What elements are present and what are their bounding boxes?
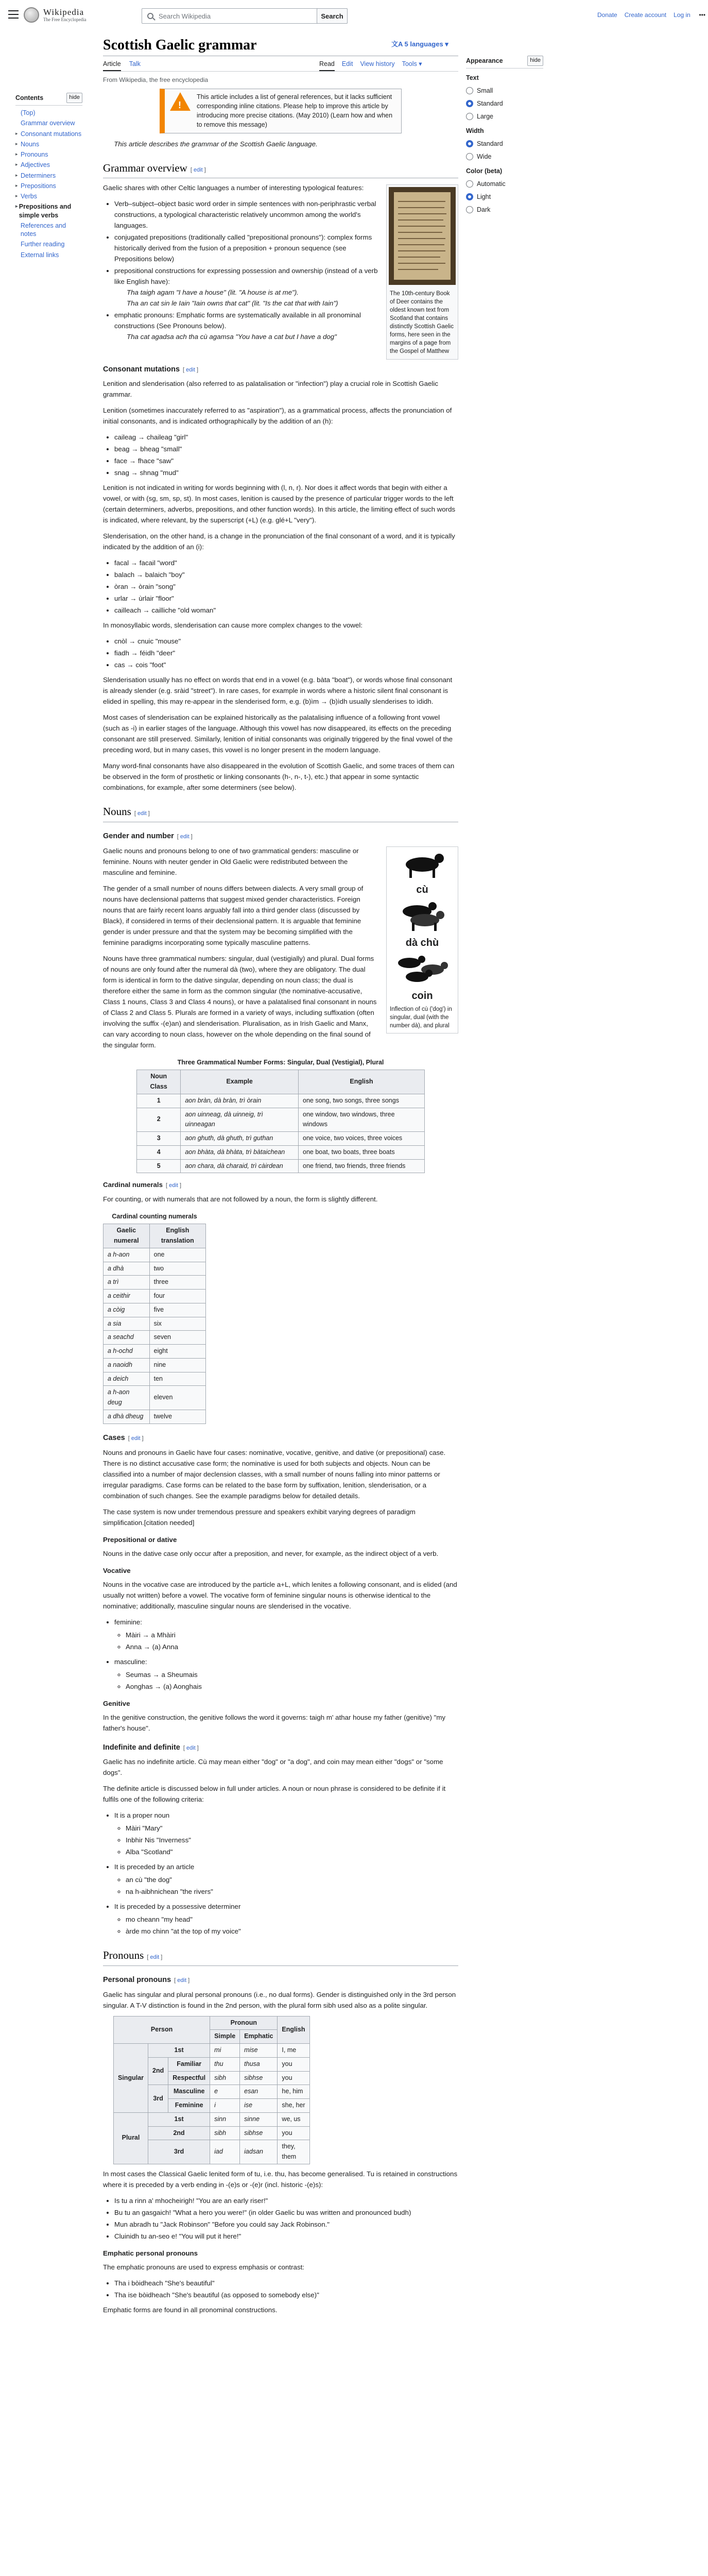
color-label: Color (beta) xyxy=(466,167,503,175)
table-row: a h-aon deug eleven xyxy=(103,1386,206,1410)
list-item: • caileag → chaileag "girl" xyxy=(114,432,458,443)
radio-selected-icon xyxy=(466,100,473,107)
text-small-option[interactable]: Small xyxy=(466,86,543,96)
chevron-right-icon: ▸ xyxy=(15,172,18,178)
toc-item-further-reading[interactable]: Further reading xyxy=(21,241,65,248)
paragraph: Most cases of slenderisation can be explained historically as the palatalising influence of a following front vowel (such as -i) in earlier stages of the language. Although this vowel has now disappeared, its effects on the preceding consonant are still preserved. Similarly, lenition of initial consonants was originally triggered by the final vowel of the preceding word, but in many cases, this vowel is no longer present in the modern language. xyxy=(103,714,453,754)
search-icon xyxy=(147,13,153,19)
example: Tha an cat sin le Iain "Iain owns that cat" (lit. "Is the cat that with Iain") xyxy=(127,299,338,307)
chevron-right-icon: ▸ xyxy=(15,141,18,146)
cardinal-table xyxy=(103,1210,206,1424)
toc-item-adjectives[interactable]: ▸ Adjectives xyxy=(15,161,50,169)
dog-inflection-figure xyxy=(386,846,458,1034)
paragraph: The gender of a small number of nouns differs between dialects. A very small group of nouns have declensional patterns that suggest mixed gender characteristics. Foreign nouns that are fairly recent loans arguably fall into a third gender class (discussed by Black), if considered in terms of their declensional pattern. It is arguable that feminine gender is under pressure and that the system may be becoming simplified with the feminine paradigms incorporating some typically masculine patterns. xyxy=(103,884,364,946)
personal-pronouns-table xyxy=(113,2016,310,2164)
tab-view-history[interactable]: View history xyxy=(360,60,395,67)
list-item: • feminine: ◦ Màiri → a Mhàiri ◦ Anna → (a) Anna xyxy=(114,1617,458,1652)
width-standard-option[interactable]: Standard xyxy=(466,139,543,149)
width-wide-option[interactable]: Wide xyxy=(466,151,543,162)
tab-read[interactable]: Read xyxy=(319,59,335,71)
book-of-deer-image[interactable] xyxy=(389,187,456,285)
section-heading-emphatic: Emphatic personal pronouns xyxy=(103,2249,198,2257)
table-row: 3rd Masculine e esan he, him xyxy=(114,2085,310,2099)
example-list xyxy=(114,2278,458,2300)
radio-icon xyxy=(466,87,473,94)
edit-link[interactable]: edit xyxy=(186,366,195,373)
table-row: Singular 1st mi mise I, me xyxy=(114,2044,310,2058)
table-row: 1 aon bràn, dà bràn, trì òrain one song, two songs, three songs xyxy=(137,1094,425,1108)
dual-word: dà chù xyxy=(405,937,439,948)
edit-link[interactable]: edit xyxy=(131,1435,141,1442)
table-row: 2nd sibh sibhse you xyxy=(114,2126,310,2140)
section-heading-gender: Gender and number [ edit ] xyxy=(103,832,193,840)
table-of-contents xyxy=(15,93,82,261)
column-header: Gaelic numeral xyxy=(103,1224,150,1248)
radio-icon xyxy=(466,180,473,188)
text-standard-option[interactable]: Standard xyxy=(466,98,543,109)
example: Tha taigh agam "I have a house" (lit. "A house is at me"). xyxy=(127,288,299,296)
section-heading-indefinite: Indefinite and definite [ edit ] xyxy=(103,1743,199,1752)
paragraph: In most cases the Classical Gaelic lenited form of tu, i.e. thu, has become generalised. Tu is retained in constructions where it is preceded by a verb ending in -(e)s or -(e)r (incl. historic -(e)s): xyxy=(103,2170,458,2189)
tab-article[interactable]: Article xyxy=(103,59,121,71)
table-row: a sia six xyxy=(103,1317,206,1331)
column-header: Emphatic xyxy=(240,2030,278,2044)
many-dogs-icon xyxy=(389,950,456,986)
paragraph: The case system is now under tremendous pressure and speakers exhibit varying degrees of paradigm simplification.[citation needed] xyxy=(103,1507,416,1527)
tab-tools[interactable]: Tools ▾ xyxy=(402,60,422,67)
color-dark-option[interactable]: Dark xyxy=(466,205,543,215)
wikipedia-logo[interactable] xyxy=(24,7,86,23)
toc-item-consonant-mutations[interactable]: ▸ Consonant mutations xyxy=(15,130,82,138)
tab-edit[interactable]: Edit xyxy=(341,60,353,67)
appearance-heading: Appearance xyxy=(466,57,503,64)
radio-selected-icon xyxy=(466,193,473,200)
page-title: Scottish Gaelic grammar xyxy=(103,37,257,53)
donate-link[interactable]: Donate xyxy=(597,11,617,19)
article-content xyxy=(103,89,458,2320)
chevron-right-icon: ▸ xyxy=(15,204,18,209)
table-caption: Three Grammatical Number Forms: Singular, Dual (Vestigial), Plural xyxy=(177,1058,384,1066)
section-heading-personal-pronouns: Personal pronouns [ edit ] xyxy=(103,1975,190,1984)
edit-link[interactable]: edit xyxy=(193,166,203,173)
toc-item-prepositions[interactable]: ▸ Prepositions xyxy=(15,182,56,190)
list-item: • Verb–subject–object basic word order in simple sentences with non-periphrastic verbal constructions, a typological characteristic relatively uncommon among the world's languages. xyxy=(114,198,458,231)
table-row: 5 aon chara, dà charaid, trì càirdean one friend, two friends, three friends xyxy=(137,1159,425,1173)
overview-intro: Gaelic shares with other Celtic languages a number of interesting typological features: xyxy=(103,183,364,192)
list-item: • Bu tu an gasgaich! "What a hero you were!" (in older Gaelic bu was written and pronounced budh) xyxy=(114,2207,458,2218)
paragraph: Nouns in the dative case only occur after a preposition, and never, for example, as the indirect object of a verb. xyxy=(103,1549,439,1557)
column-header: Example xyxy=(181,1070,299,1094)
paragraph: Gaelic has no indefinite article. Cù may mean either "dog" or "a dog", and coin may mean either "dogs" or "some dogs". xyxy=(103,1758,443,1777)
section-heading-pronouns: Pronouns [ edit ] xyxy=(103,1947,458,1965)
appearance-hide-button[interactable]: hide xyxy=(527,56,543,66)
example-list xyxy=(114,636,458,670)
radio-icon xyxy=(466,113,473,120)
table-row: a trì three xyxy=(103,1276,206,1290)
chevron-right-icon: ▸ xyxy=(15,193,18,198)
column-header: English xyxy=(299,1070,425,1094)
radio-icon xyxy=(466,206,473,213)
toc-item-verbs[interactable]: ▸ Verbs xyxy=(15,193,37,200)
paragraph: Nouns have three grammatical numbers: singular, dual (vestigially) and plural. Dual forms of nouns are only found after the numeral dà (two), where they are obligatory. The dual form is identical in form to the dative singular, depending on noun class; the dual is therefore either the same in form as the common singular (the nominative-accusative, Class 1 nouns, Class 3 and Class 4 nouns), or have a palatalised final consonant in nouns of Class 2 and Class 5. Plurals are formed in a variety of ways, including suffixation (often involving the suffix -(e)an) and slenderisation. Pluralisation, as in Irish Gaelic and Manx, can vary according to noun class, however on the whole depending on the final sound of the singular form. xyxy=(103,954,377,1049)
list-item: • emphatic pronouns: Emphatic forms are systematically available in all pronominal constructions (See Pronouns below). Tha cat agadsa ach tha cù agamsa "You have a cat but I have a dog" xyxy=(114,310,458,342)
edit-link[interactable]: edit xyxy=(186,1744,196,1751)
list-item: • It is a proper noun ◦ Màiri "Mary" ◦ Inbhir Nis "Inverness" ◦ Alba "Scotland" xyxy=(114,1810,458,1857)
list-item: • face → fhace "saw" xyxy=(114,455,458,466)
paragraph: Gaelic nouns and pronouns belong to one of two grammatical genders: masculine or feminine. Nouns with neuter gender in Old Gaelic were redistributed between the masculine and feminine. xyxy=(103,846,359,876)
list-item: • òran → òrain "song" xyxy=(114,581,458,592)
chevron-right-icon: ▸ xyxy=(15,151,18,157)
column-header: English xyxy=(278,2016,309,2044)
table-row: a seachd seven xyxy=(103,1331,206,1345)
list-item: • masculine: ◦ Seumas → a Sheumais ◦ Aonghas → (a) Aonghais xyxy=(114,1656,458,1692)
more-options-icon[interactable]: ••• xyxy=(699,11,706,19)
table-row: a h-ochd eight xyxy=(103,1345,206,1359)
list-item: • snag → shnag "mud" xyxy=(114,467,458,478)
radio-icon xyxy=(466,153,473,160)
table-row: 4 aon bhàta, dà bhàta, trì bàtaichean one boat, two boats, three boats xyxy=(137,1145,425,1159)
list-item: • balach → balaich "boy" xyxy=(114,569,458,580)
paragraph: In monosyllabic words, slenderisation can cause more complex changes to the vowel: xyxy=(103,621,363,630)
color-automatic-option[interactable]: Automatic xyxy=(466,179,543,189)
notice-text: This article includes a list of general references, but it lacks sufficient corresponding inline citations. Please help to improve this article by introducing more precise citations. (May 2010) (Learn how and when to remove this message) xyxy=(197,93,393,129)
search-button[interactable]: Search xyxy=(317,8,348,24)
table-row: 2nd Familiar thu thusa you xyxy=(114,2057,310,2071)
paragraph: Lenition (sometimes inaccurately referred to as "aspiration"), as a grammatical process, affects the pronunciation of initial consonants, and is indicated orthographically by the addition of an (h): xyxy=(103,406,452,426)
table-row: a naoidh nine xyxy=(103,1358,206,1372)
warning-icon: ! xyxy=(169,92,192,113)
table-row: a deich ten xyxy=(103,1372,206,1386)
column-header: Noun Class xyxy=(137,1070,181,1094)
table-caption: Cardinal counting numerals xyxy=(112,1212,197,1220)
list-item: • prepositional constructions for expressing possession and ownership (instead of a verb like English have): Tha taigh agam "I have a house" (lit. "A house is at me"). Tha an cat sin le Iain "Iain owns that cat" (lit. "Is the cat that with Iain") xyxy=(114,265,458,309)
section-heading-cases: Cases [ edit ] xyxy=(103,1433,144,1442)
tab-talk[interactable]: Talk xyxy=(129,60,141,67)
list-item: • Mun abradh tu "Jack Robinson" "Before you could say Jack Robinson." xyxy=(114,2219,458,2230)
paragraph: Slenderisation, on the other hand, is a change in the pronunciation of the final consonant of a word, and it is typically indicated by the addition of an (i): xyxy=(103,532,455,551)
list-item: • Cluinidh tu an-seo e! "You will put it here!" xyxy=(114,2231,458,2242)
tagline: The Free Encyclopedia xyxy=(43,16,87,22)
plural-word: coin xyxy=(411,990,433,1002)
number-forms-table xyxy=(136,1056,425,1174)
radio-selected-icon xyxy=(466,140,473,147)
example-list xyxy=(114,2195,458,2242)
list-item: • urlar → ùrlair "floor" xyxy=(114,593,458,604)
paragraph: For counting, or with numerals that are not followed by a noun, the form is slightly different. xyxy=(103,1195,378,1203)
user-links xyxy=(597,10,707,20)
paragraph: Nouns and pronouns in Gaelic have four cases: nominative, vocative, genitive, and dative (or prepositional) case. There is no distinct accusative case form; the nominative is used for both subjects and objects. Noun can be classified into a number of major declension classes, with a small number of nouns falling into minor patterns or irregular paradigms. Case forms can be related to the base form by suffixation, lenition, slenderisation, or a combination of such changes. See the example paradigms below for detailed details. xyxy=(103,1448,446,1500)
chevron-right-icon: ▸ xyxy=(15,182,18,188)
list-item: • facal → facail "word" xyxy=(114,557,458,568)
chevron-right-icon: ▸ xyxy=(15,130,18,136)
list-item: • cailleach → cailliche "old woman" xyxy=(114,605,458,616)
definite-criteria-list xyxy=(114,1810,458,1937)
figure-caption: Inflection of cù ('dog') in singular, dual (with the number dà), and plural xyxy=(390,1006,452,1029)
book-of-deer-figure xyxy=(386,184,458,360)
section-heading-nouns: Nouns [ edit ] xyxy=(103,803,458,822)
section-heading-dative: Prepositional or dative xyxy=(103,1535,177,1544)
create-account-link[interactable]: Create account xyxy=(624,11,667,19)
table-row: 2 aon uinneag, dà uinneig, trì uinneagan one window, two windows, three windows xyxy=(137,1108,425,1132)
example: Tha cat agadsa ach tha cù agamsa "You have a cat but I have a dog" xyxy=(127,332,337,341)
toc-item-top[interactable]: (Top) xyxy=(21,109,36,116)
paragraph: The definite article is discussed below in full under articles. A noun or noun phrase is considered to be definite if it fulfils one of the following criteria: xyxy=(103,1785,446,1804)
paragraph: Nouns in the vocative case are introduced by the particle a+L, which lenites a following consonant, and is elided (and usually not written) before a vowel. The vocative form of feminine singular nouns is otherwise identical to the nominative; additionally, masculine singular nouns are slenderised in the vocative. xyxy=(103,1580,457,1610)
paragraph: The emphatic pronouns are used to express emphasis or contrast: xyxy=(103,2263,304,2271)
column-header: Simple xyxy=(210,2030,240,2044)
edit-link[interactable]: edit xyxy=(137,810,147,817)
appearance-panel xyxy=(466,56,543,217)
table-row: 3rd iad iadsan they, them xyxy=(114,2140,310,2164)
table-row: a h-aon one xyxy=(103,1248,206,1262)
namespace-tabs xyxy=(103,59,141,71)
dog-icon xyxy=(389,849,456,880)
section-heading-vocative: Vocative xyxy=(103,1566,131,1574)
edit-link[interactable]: edit xyxy=(177,1977,187,1984)
wordmark: Wikipedia xyxy=(43,7,84,17)
table-row: 3 aon ghuth, dà ghuth, trì guthan one voice, two voices, three voices xyxy=(137,1132,425,1146)
list-item: • fiadh → féidh "deer" xyxy=(114,648,458,658)
paragraph: Slenderisation usually has no effect on words that end in a vowel (e.g. bàta "boat"), or words whose final consonant is already slender (e.g. sràid "street"). In rare cases, for example in words where a historic silent final consonant is elided in spelling, this may re-appear in the slenderised form, e.g. (b)ìm → (b)ìdh usually slenderises to ìdidh. xyxy=(103,676,453,706)
chevron-right-icon: ▸ xyxy=(15,162,18,167)
toc-item-pronouns[interactable]: ▸ Pronouns xyxy=(15,151,48,158)
table-row: a ceithir four xyxy=(103,1290,206,1303)
section-heading-overview: Grammar overview [ edit ] xyxy=(103,160,458,178)
language-button[interactable]: 文A 5 languages ▾ xyxy=(391,40,448,48)
toc-item-determiners[interactable]: ▸ Determiners xyxy=(15,172,56,179)
list-item: • conjugated prepositions (traditionally called "prepositional pronouns"): complex forms historically derived from the fusion of a preposition + pronoun sequence (see Prepositions below) xyxy=(114,232,458,264)
text-large-option[interactable]: Large xyxy=(466,111,543,122)
main-menu-icon[interactable] xyxy=(8,10,19,19)
paragraph: In the genitive construction, the genitive follows the word it governs: taigh m' athar house my father (genitive) "my father's house". xyxy=(103,1713,446,1732)
column-header: English translation xyxy=(149,1224,205,1248)
width-label: Width xyxy=(466,127,484,134)
vocative-list xyxy=(114,1617,458,1692)
section-heading-genitive: Genitive xyxy=(103,1699,130,1707)
paragraph: Many word-final consonants have also disappeared in the evolution of Scottish Gaelic, and some traces of them can be observed in the form of prosthetic or linking consonants (h-, n-, t-), etc.) that appear in some syntactic combinations, for example, after some determiners (see below). xyxy=(103,762,455,792)
edit-link[interactable]: edit xyxy=(169,1182,178,1189)
table-row: Feminine i ise she, her xyxy=(114,2099,310,2113)
list-item: • cas → cois "foot" xyxy=(114,659,458,670)
hatnote: This article describes the grammar of the Scottish Gaelic language. xyxy=(114,140,318,148)
list-item: • It is preceded by a possessive determiner ◦ mo cheann "my head" ◦ àrde mo chinn "at the top of my voice" xyxy=(114,1901,458,1937)
toc-item-external-links[interactable]: External links xyxy=(21,251,59,259)
toc-item-references[interactable]: References and notes xyxy=(20,222,66,238)
list-item: • Is tu a rinn a' mhocheirigh! "You are an early riser!" xyxy=(114,2195,458,2206)
paragraph: Lenition is not indicated in writing for words beginning with (l, n, r). Nor does it affect words that begin with either a vowel, or with (sg, sm, sp, st). In most cases, lenition is caused by the presence of particular trigger words to the left (certain determiners, adverbs, prepositions, and other function words). In this article, the limiting effect of such words is indicated, where relevant, by the superscript (+L) (e.g. glé+L "very"). xyxy=(103,484,456,524)
toc-item-nouns[interactable]: ▸ Nouns xyxy=(15,140,40,148)
singular-word: cù xyxy=(416,884,428,895)
list-item: • Tha ise bòidheach "She's beautiful (as opposed to somebody else)" xyxy=(114,2290,458,2300)
toc-hide-button[interactable]: hide xyxy=(66,93,82,103)
toc-heading: Contents xyxy=(15,94,44,101)
edit-link[interactable]: edit xyxy=(150,1954,160,1961)
citation-notice xyxy=(160,89,402,133)
table-row: a dhà dheug twelve xyxy=(103,1410,206,1423)
paragraph: Gaelic has singular and plural personal pronouns (i.e., no dual forms). Gender is distinguished only in the 3rd person singular. A T-V distinction is found in the 2nd person, with the plural form sibh used also as a polite singular. xyxy=(103,1990,456,2009)
from-line: From Wikipedia, the free encyclopedia xyxy=(103,76,209,83)
list-item: • cnòl → cnuic "mouse" xyxy=(114,636,458,647)
toc-item-grammar-overview[interactable]: Grammar overview xyxy=(21,120,75,127)
table-row: Plural 1st sinn sinne we, us xyxy=(114,2112,310,2126)
list-item: • beag → bheag "small" xyxy=(114,444,458,454)
tabs-divider xyxy=(103,71,458,72)
globe-icon xyxy=(24,7,39,23)
site-header xyxy=(0,0,708,31)
text-size-label: Text xyxy=(466,74,479,81)
table-row: Respectful sibh sibhse you xyxy=(114,2071,310,2085)
table-row: a còig five xyxy=(103,1303,206,1317)
color-light-option[interactable]: Light xyxy=(466,192,543,202)
login-link[interactable]: Log in xyxy=(674,11,690,19)
section-heading-mutations: Consonant mutations [ edit ] xyxy=(103,365,199,374)
table-row: a dhà two xyxy=(103,1262,206,1276)
list-item: • It is preceded by an article ◦ an cù "the dog" ◦ na h-aibhnichean "the rivers" xyxy=(114,1861,458,1897)
toc-item-prepositions-simple-verbs[interactable]: ▸ Prepositions and simple verbs xyxy=(15,203,72,219)
figure-caption: The 10th-century Book of Deer contains the oldest known text from Scotland that contains distinctly Scottish Gaelic forms, here seen in the margins of a page from the Gospel of Matthew xyxy=(390,290,454,355)
column-header: Person xyxy=(114,2016,210,2044)
paragraph: Lenition and slenderisation (also referred to as palatalisation or "infection") play a crucial role in Scottish Gaelic grammar. xyxy=(103,380,438,399)
column-header: Pronoun xyxy=(210,2016,278,2030)
section-heading-cardinal: Cardinal numerals [ edit ] xyxy=(103,1181,182,1189)
example-list xyxy=(114,557,458,616)
two-dogs-icon xyxy=(389,897,456,933)
search-input[interactable] xyxy=(159,11,323,21)
list-item: • Tha i bòidheach "She's beautiful" xyxy=(114,2278,458,2289)
view-tabs xyxy=(319,59,422,71)
paragraph: Emphatic forms are found in all pronominal constructions. xyxy=(103,2306,278,2314)
edit-link[interactable]: edit xyxy=(180,833,189,840)
example-list xyxy=(114,432,458,478)
